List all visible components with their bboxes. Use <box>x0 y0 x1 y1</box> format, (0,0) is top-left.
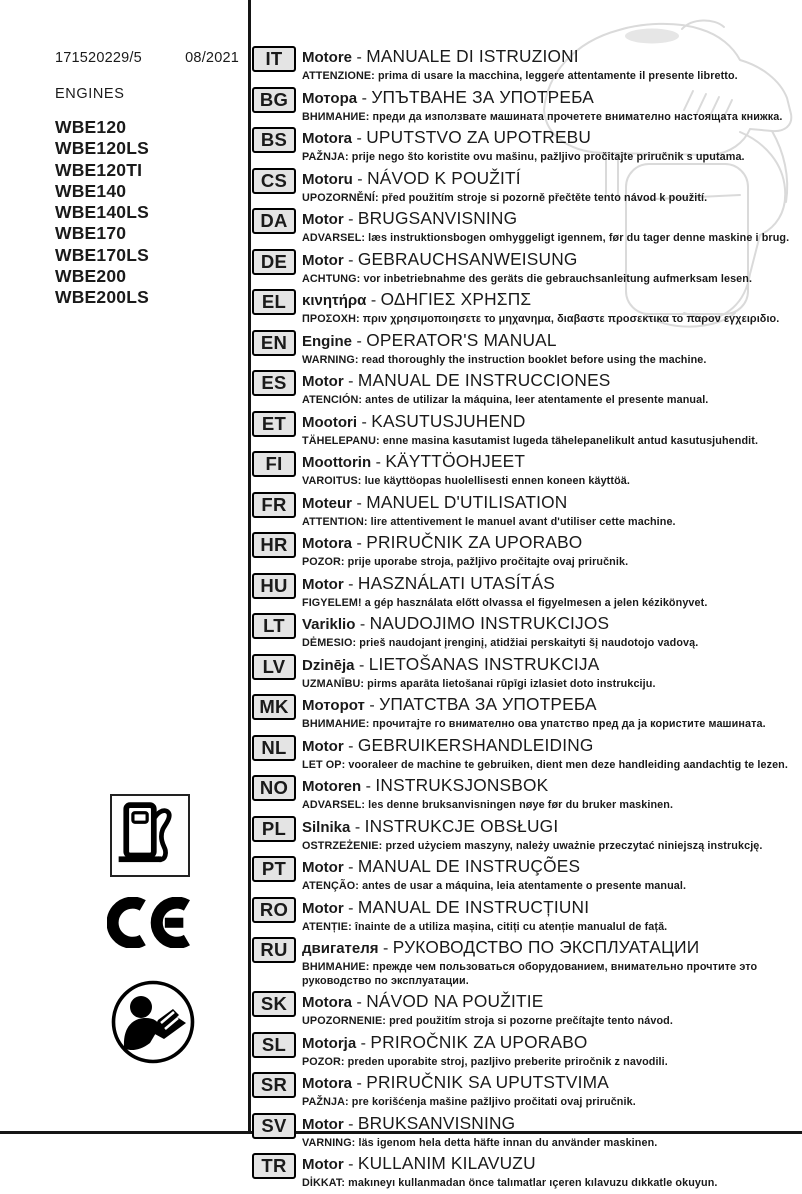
manual-title-line <box>302 991 800 1013</box>
language-row <box>252 532 800 570</box>
separator-dash: - <box>348 373 358 390</box>
manual-title-line <box>302 127 800 149</box>
separator-dash: - <box>375 454 386 471</box>
language-engine-word: Mootori <box>302 413 357 431</box>
separator-dash: - <box>348 737 358 755</box>
language-row <box>252 1113 800 1151</box>
warning-text: ADVARSEL: les denne bruksanvisningen nøye før du bruker maskinen. <box>302 799 674 811</box>
separator-dash: - <box>382 940 393 957</box>
manual-title-line <box>302 1032 800 1054</box>
language-row <box>252 897 800 935</box>
language-row <box>252 46 800 84</box>
manual-title: BRUKSANVISNING <box>357 1112 516 1133</box>
warning-text: VARNING: läs igenom hela detta häfte innan du använder maskinen. <box>302 1136 658 1149</box>
language-code-badge: ES <box>252 370 296 396</box>
language-code-badge: SL <box>252 1032 296 1058</box>
warning-text: TÄHELEPANU: enne masina kasutamist lugeda tähelepanelikult antud kasutusjuhendit. <box>302 434 759 447</box>
language-row <box>252 856 800 894</box>
language-row <box>252 289 800 327</box>
language-code-badge: NL <box>252 735 296 761</box>
language-engine-word: Motor <box>302 373 344 390</box>
language-code-badge: HU <box>252 573 296 599</box>
manual-title-line <box>302 816 800 838</box>
warning-text: ATENÇÃO: antes de usar a máquina, leia atentamente o presente manual. <box>302 880 687 892</box>
warning-text: UZMANĪBU: pirms aparāta lietošanai rūpīgi izlasiet doto instrukciju. <box>302 677 656 690</box>
separator-dash: - <box>348 899 358 917</box>
model-name: WBE140 <box>55 180 127 201</box>
language-row <box>252 775 800 813</box>
warning-text: POZOR: prije uporabe stroja, pažljivo pročitajte ovaj priručnik. <box>302 556 629 568</box>
manual-title: MANUEL D'UTILISATION <box>366 491 568 512</box>
manual-title-line <box>302 654 800 676</box>
language-engine-word: κινητήρα <box>302 292 367 309</box>
language-engine-word: Motore <box>302 49 352 66</box>
language-row <box>252 411 800 449</box>
language-code-badge: FR <box>252 492 296 518</box>
language-engine-word: Motor <box>302 251 344 269</box>
language-engine-word: Moottorin <box>302 454 372 471</box>
language-engine-word: Моторот <box>302 697 365 714</box>
language-code-badge: ET <box>252 411 296 437</box>
warning-text: DİKKAT: makıneyı kullanmadan önce talımatlar ıçeren kılavuzu dıkkatle okuyun. <box>302 1177 718 1189</box>
manual-title-line <box>302 208 800 230</box>
manual-title: MANUAL DE INSTRUCCIONES <box>357 370 611 390</box>
separator-dash: - <box>356 535 367 552</box>
language-row <box>252 735 800 773</box>
language-row <box>252 991 800 1029</box>
language-row <box>252 613 800 651</box>
manual-title-line <box>302 856 800 878</box>
left-column <box>0 0 248 1136</box>
manual-title: GEBRUIKERSHANDLEIDING <box>357 734 594 755</box>
manual-title-line <box>302 46 800 68</box>
manual-title-line <box>302 411 800 433</box>
language-row <box>252 492 800 530</box>
language-row <box>252 654 800 692</box>
manual-title-line <box>302 289 800 311</box>
manual-title: BRUGSANVISNING <box>357 208 518 228</box>
manual-title: OPERATOR'S MANUAL <box>366 329 557 350</box>
warning-text: ATENCIÓN: antes de utilizar la máquina, leer atentamente el presente manual. <box>302 394 709 406</box>
manual-title-line <box>302 492 800 514</box>
manual-title-line <box>302 613 800 635</box>
warning-text: PAŽNJA: pre korišćenja mašine pažljivo pročitati ovaj priručnik. <box>302 1096 636 1108</box>
manual-title: KÄYTTÖOHJEET <box>385 451 526 471</box>
manual-title-line <box>302 735 800 757</box>
language-engine-word: Motor <box>302 1115 344 1133</box>
language-engine-word: Motor <box>302 211 344 228</box>
column-divider <box>248 0 251 1132</box>
manual-title: УПАТСТВА ЗА УПОТРЕБА <box>379 694 597 714</box>
separator-dash: - <box>348 1156 358 1173</box>
manual-title-line <box>302 451 800 473</box>
separator-dash: - <box>357 170 368 188</box>
manual-title: HASZNÁLATI UTASÍTÁS <box>357 572 556 593</box>
document-date: 08/2021 <box>185 50 239 66</box>
model-name: WBE170 <box>55 223 127 244</box>
language-row <box>252 249 800 287</box>
manual-title-line <box>302 937 800 959</box>
language-row <box>252 87 800 125</box>
language-code-badge: PL <box>252 816 296 842</box>
manual-title-line <box>302 573 800 595</box>
read-manual-icon <box>111 980 195 1064</box>
manual-title: MANUAL DE INSTRUCȚIUNI <box>357 896 590 917</box>
manual-title: РУКОВОДСТВО ПО ЭКСПЛУАТАЦИИ <box>392 937 700 957</box>
manual-title: PRIRUČNIK ZA UPORABO <box>366 532 583 552</box>
warning-text: VAROITUS: lue käyttöopas huolellisesti ennen koneen käyttöä. <box>302 475 630 487</box>
manual-title: GEBRAUCHSANWEISUNG <box>357 248 578 269</box>
manual-title-line <box>302 370 800 392</box>
language-engine-word: Motor <box>302 575 344 593</box>
manual-title: MANUAL DE INSTRUÇÕES <box>357 856 581 876</box>
model-name: WBE200 <box>55 266 127 287</box>
manual-title: KASUTUSJUHEND <box>371 410 526 431</box>
manual-title-line <box>302 532 800 554</box>
language-engine-word: Silnika <box>302 818 351 836</box>
separator-dash: - <box>356 1075 367 1092</box>
separator-dash: - <box>361 413 372 431</box>
manual-title: PRIRUČNIK SA UPUTSTVIMA <box>366 1072 609 1092</box>
separator-dash: - <box>361 89 372 107</box>
language-code-badge: RO <box>252 897 296 923</box>
warning-text: POZOR: preden uporabite stroj, pazljivo preberite priročnik z navodili. <box>302 1055 668 1068</box>
language-engine-word: Engine <box>302 332 353 350</box>
language-row <box>252 1153 800 1191</box>
language-list <box>252 46 800 1194</box>
separator-dash: - <box>348 251 358 269</box>
language-code-badge: SK <box>252 991 296 1017</box>
language-engine-word: Motoru <box>302 170 353 188</box>
manual-title: UPUTSTVO ZA UPOTREBU <box>366 127 592 147</box>
language-code-badge: DE <box>252 249 296 275</box>
separator-dash: - <box>348 1115 358 1133</box>
warning-text: ВНИМАНИЕ: преди да използвате машината прочетете внимателно настоящата книжка. <box>302 110 783 123</box>
language-row <box>252 208 800 246</box>
manual-title-line <box>302 87 800 109</box>
language-row <box>252 168 800 206</box>
language-code-badge: BG <box>252 87 296 113</box>
language-row <box>252 451 800 489</box>
manual-title-line <box>302 897 800 919</box>
language-engine-word: Motor <box>302 1156 344 1173</box>
language-code-badge: DA <box>252 208 296 234</box>
separator-dash: - <box>359 616 370 633</box>
language-engine-word: Motora <box>302 1075 352 1092</box>
manual-title: ΟΔΗΓΙΕΣ ΧΡΗΣΠΣ <box>380 289 532 309</box>
language-code-badge: TR <box>252 1153 296 1179</box>
model-name: WBE140LS <box>55 202 149 223</box>
manual-title: KULLANIM KILAVUZU <box>357 1153 536 1173</box>
separator-dash: - <box>348 575 358 593</box>
engines-label: ENGINES <box>55 86 125 102</box>
manual-title: INSTRUKSJONSBOK <box>375 775 549 795</box>
warning-text: UPOZORNENIE: pred použitím stroja si pozorne prečítajte tento návod. <box>302 1015 673 1027</box>
language-code-badge: SV <box>252 1113 296 1139</box>
separator-dash: - <box>356 332 367 350</box>
separator-dash: - <box>360 1034 371 1052</box>
language-row <box>252 816 800 854</box>
model-list <box>55 117 149 309</box>
language-row <box>252 370 800 408</box>
warning-text: LET OP: vooraleer de machine te gebruiken, dient men deze handleiding aandachtig te lezen. <box>302 758 788 771</box>
language-row <box>252 694 800 732</box>
language-code-badge: BS <box>252 127 296 153</box>
warning-text: ВНИМАНИЕ: прежде чем пользоваться оборудованием, внимательно прочтите это руководство по эксплуатации. <box>302 961 758 987</box>
manual-title: PRIROČNIK ZA UPORABO <box>370 1031 588 1052</box>
manual-title-line <box>302 330 800 352</box>
language-code-badge: FI <box>252 451 296 477</box>
model-name: WBE120 <box>55 117 127 137</box>
manual-title-line <box>302 1072 800 1094</box>
language-engine-word: Motora <box>302 994 352 1011</box>
language-row <box>252 330 800 368</box>
language-code-badge: LT <box>252 613 296 639</box>
warning-text: UPOZORNĚNÍ: před použitím stroje si pozorně přečtěte tento návod k použití. <box>302 191 708 204</box>
language-code-badge: IT <box>252 46 296 72</box>
warning-text: FIGYELEM! a gép használata előtt olvassa el figyelmesen a jelen kézikönyvet. <box>302 596 708 609</box>
language-code-badge: RU <box>252 937 296 963</box>
manual-title-line <box>302 249 800 271</box>
fuel-pump-icon <box>110 794 190 877</box>
language-code-badge: LV <box>252 654 296 680</box>
language-code-badge: PT <box>252 856 296 882</box>
model-name: WBE120TI <box>55 159 143 180</box>
language-engine-word: Motor <box>302 737 344 755</box>
warning-text: ACHTUNG: vor inbetriebnahme des geräts die gebrauchsanleitung aufmerksam lesen. <box>302 272 753 285</box>
language-engine-word: Variklio <box>302 616 356 633</box>
manual-title: NÁVOD NA POUŽITIE <box>366 991 544 1011</box>
language-code-badge: CS <box>252 168 296 194</box>
language-engine-word: Motoren <box>302 778 362 795</box>
language-engine-word: Moteur <box>302 494 352 512</box>
model-name: WBE120LS <box>55 138 149 159</box>
separator-dash: - <box>365 778 376 795</box>
separator-dash: - <box>356 494 367 512</box>
language-engine-word: Motora <box>302 130 352 147</box>
warning-text: ВНИМАНИЕ: прочитајте го внимателно ова упатство пред да ја користите машината. <box>302 718 766 730</box>
separator-dash: - <box>356 130 367 147</box>
language-code-badge: EL <box>252 289 296 315</box>
language-engine-word: Motor <box>302 859 344 876</box>
language-engine-word: Dzinēja <box>302 656 355 674</box>
language-engine-word: Motor <box>302 899 344 917</box>
warning-text: DĖMESIO: prieš naudojant įrenginį, atidžiai perskaityti šį naudotojo vadovą. <box>302 637 699 649</box>
language-code-badge: MK <box>252 694 296 720</box>
language-engine-word: Motorja <box>302 1034 357 1052</box>
warning-text: ATTENZIONE: prima di usare la macchina, leggere attentamente il presente libretto. <box>302 70 738 82</box>
model-name: WBE200LS <box>55 287 149 308</box>
language-code-badge: EN <box>252 330 296 356</box>
document-number: 171520229/5 <box>55 50 142 66</box>
manual-title-line <box>302 1113 800 1135</box>
document-header <box>55 50 239 66</box>
language-row <box>252 573 800 611</box>
separator-dash: - <box>348 859 358 876</box>
language-row <box>252 1072 800 1110</box>
manual-title-line <box>302 694 800 716</box>
warning-text: ΠΡΟΣΟΧΗ: πριν χρησιμοποιησετε το μηχανημα, διαβαστε προσεκτικα το παρον εγχειριδιο. <box>302 313 780 325</box>
manual-title: NÁVOD K POUŽITÍ <box>367 167 521 188</box>
separator-dash: - <box>354 818 365 836</box>
model-name: WBE170LS <box>55 244 149 265</box>
separator-dash: - <box>369 697 380 714</box>
manual-title: УПЪТВАНЕ ЗА УПОТРЕБА <box>371 86 594 107</box>
warning-text: ATTENTION: lire attentivement le manuel avant d'utiliser cette machine. <box>302 515 676 528</box>
manual-title: LIETOŠANAS INSTRUKCIJA <box>368 653 600 674</box>
manual-title: NAUDOJIMO INSTRUKCIJOS <box>369 613 610 633</box>
ce-mark-icon <box>107 897 197 961</box>
language-row <box>252 937 800 988</box>
language-engine-word: Motora <box>302 535 352 552</box>
language-row <box>252 127 800 165</box>
warning-text: PAŽNJA: prije nego što koristite ovu mašinu, pažljivo pročitajte priručnik s uputama. <box>302 151 745 163</box>
language-code-badge: HR <box>252 532 296 558</box>
separator-dash: - <box>358 656 369 674</box>
manual-title-line <box>302 775 800 797</box>
warning-text: OSTRZEŻENIE: przed użyciem maszyny, należy uważnie przeczytać niniejszą instrukcję. <box>302 839 763 852</box>
language-engine-word: двигателя <box>302 940 379 957</box>
warning-text: ADVARSEL: læs instruktionsbogen omhyggeligt igennem, før du tager denne maskine i brug. <box>302 232 790 244</box>
warning-text: ATENȚIE: înainte de a utiliza mașina, citiți cu atenție manualul de față. <box>302 920 668 933</box>
separator-dash: - <box>356 994 367 1011</box>
separator-dash: - <box>370 292 381 309</box>
language-code-badge: NO <box>252 775 296 801</box>
manual-title: MANUALE DI ISTRUZIONI <box>366 46 579 66</box>
separator-dash: - <box>348 211 358 228</box>
language-code-badge: SR <box>252 1072 296 1098</box>
manual-title-line <box>302 1153 800 1175</box>
manual-title: INSTRUKCJE OBSŁUGI <box>364 815 559 836</box>
manual-title-line <box>302 168 800 190</box>
language-row <box>252 1032 800 1070</box>
language-engine-word: Мотора <box>302 89 358 107</box>
separator-dash: - <box>356 49 367 66</box>
warning-text: WARNING: read thoroughly the instruction booklet before using the machine. <box>302 353 707 366</box>
